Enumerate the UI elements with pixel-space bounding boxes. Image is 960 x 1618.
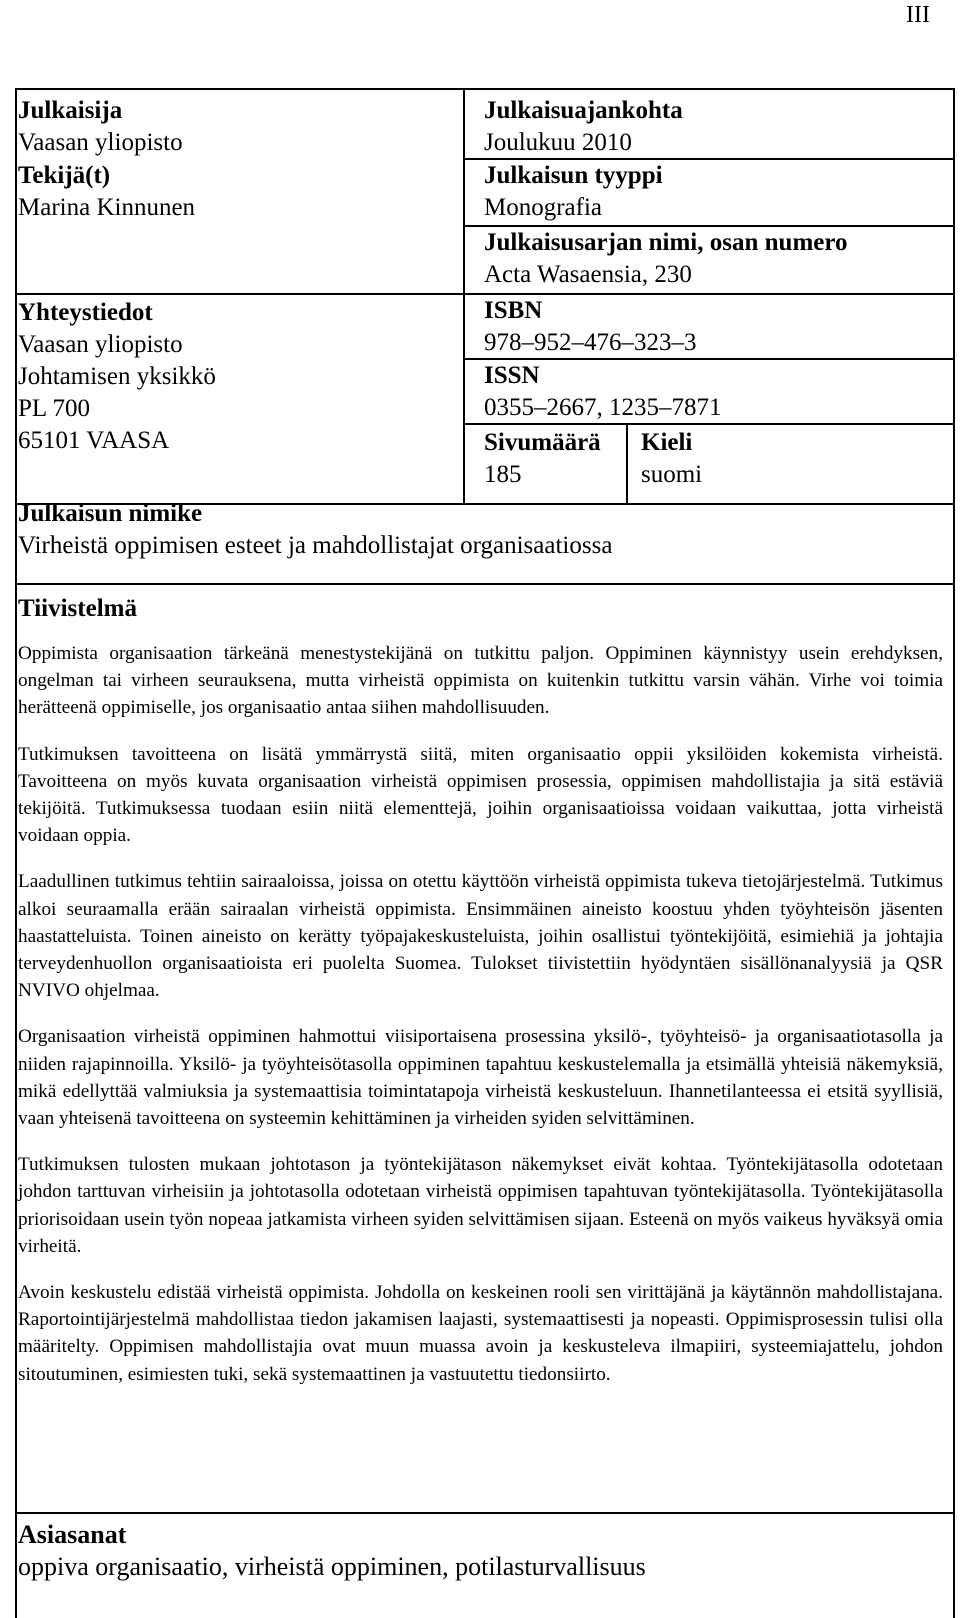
abstract-paragraph: Oppimista organisaation tärkeänä menestystekijänä on tutkittu paljon. Oppiminen käynnistyy usein erehdyksen, ongelman tai virheen seurauksena, mutta virheistä oppimista on kuitenkin tutkittu varsin vähän. Virhe voi toimia herätteenä oppimiselle, jos organisaatio antaa siihen mahdollisuuden.	[18, 643, 943, 719]
abstract-paragraph: Organisaation virheistä oppiminen hahmottui viisiportaisena prosessina yksilö-, työyhteisö- ja organisaatiotasolla ja niiden rajapinnoilla. Yksilö- ja työyhteisötasolla oppiminen tapahtuu keskustelemalla ja etsimällä yhteisiä näkemyksiä, mikä edellyttää valmiuksia ja systemaattisia toimintatapoja virheistä keskusteluun. Ihannetilanteessa ei etsitä syyllisiä, vaan yhteisenä tavoitteena on systeemin kehittäminen ja virheiden syiden selvittäminen.	[18, 1026, 943, 1130]
contact-line: Vaasan yliopisto	[18, 331, 183, 358]
contact-line: 65101 VAASA	[18, 427, 170, 454]
page-number: III	[906, 2, 930, 28]
abstract-label: Tiivistelmä	[18, 595, 137, 622]
right-divider-4	[463, 423, 955, 425]
pages-language-divider	[626, 423, 628, 503]
abstract-paragraph: Tutkimuksen tavoitteena on lisätä ymmärrystä siitä, miten organisaatio oppii yksilöiden kokemista virheistä. Tavoitteena on myös kuvata organisaation virheistä oppimisen prosessia, oppimisen mahdollistajia ja sitä estäviä tekijöitä. Tutkimuksessa tuodaan esiin niitä elementtejä, joihin organisaatioissa voidaan vaikuttaa, jotta virheistä voidaan oppia.	[18, 743, 943, 847]
language-label: Kieli	[641, 429, 693, 456]
frame-right-line	[953, 88, 955, 1618]
column-divider	[463, 88, 465, 503]
divider-keywords	[15, 1512, 955, 1514]
contact-label: Yhteystiedot	[18, 299, 153, 326]
contact-line: PL 700	[18, 395, 90, 422]
abstract-paragraph: Tutkimuksen tulosten mukaan johtotason ja työntekijätason näkemykset eivät kohtaa. Työntekijätasolla odotetaan johdon tarttuvan virheisiin ja johtotasolla odotetaan virheistä oppimisen tapahtuvan työntekijätasolla. Työntekijätasolla priorisoidaan usein työn nopeaa jatkamista virheen syiden selvittämisen sijaan. Esteenä on myös vaikeus hyväksyä omia virheitä.	[18, 1154, 943, 1257]
right-divider-1	[463, 158, 955, 160]
abstract-paragraph: Laadullinen tutkimus tehtiin sairaaloissa, joissa on otettu käyttöön virheistä oppimista tukeva tietojärjestelmä. Tutkimus alkoi seuraamalla erään sairaalan virheistä oppimista. Ensimmäinen aineisto koostuu yhden työyhteisön jäsenten haastatteluista. Toinen aineisto on kerätty työpajakeskusteluista, joihin osallistui työntekijöitä, esimiehiä ja johtajia terveydenhuollon organisaatioista eri puolelta Suomea. Tulokset tiivistettiin hyödyntäen sisällönanalyysiä ja QSR NVIVO ohjelmaa.	[18, 871, 943, 1002]
title-value: Virheistä oppimisen esteet ja mahdollistajat organisaatiossa	[18, 532, 613, 559]
date-label: Julkaisuajankohta	[484, 97, 683, 124]
frame-left-line	[15, 88, 17, 1618]
issn-label: ISSN	[484, 362, 540, 389]
author-value: Marina Kinnunen	[18, 194, 196, 221]
pages-label: Sivumäärä	[484, 429, 601, 456]
issn-value: 0355–2667, 1235–7871	[484, 394, 722, 421]
frame-top-line	[15, 88, 955, 90]
keywords-label: Asiasanat	[18, 1520, 127, 1549]
contact-line: Johtamisen yksikkö	[18, 363, 216, 390]
type-label: Julkaisun tyyppi	[484, 162, 663, 189]
divider-abstract	[15, 583, 955, 585]
isbn-value: 978–952–476–323–3	[484, 329, 697, 356]
series-label: Julkaisusarjan nimi, osan numero	[484, 229, 848, 256]
publisher-value: Vaasan yliopisto	[18, 129, 183, 156]
isbn-label: ISBN	[484, 297, 543, 324]
publisher-label: Julkaisija	[18, 97, 123, 124]
right-divider-2	[463, 225, 955, 227]
date-value: Joulukuu 2010	[484, 129, 632, 156]
right-divider-3	[463, 358, 955, 360]
author-label: Tekijä(t)	[18, 162, 111, 189]
series-value: Acta Wasaensia, 230	[484, 261, 692, 288]
title-label: Julkaisun nimike	[18, 500, 203, 527]
abstract-body	[18, 640, 943, 1407]
type-value: Monografia	[484, 194, 603, 221]
divider-contact	[15, 293, 955, 295]
language-value: suomi	[641, 461, 703, 488]
keywords-value: oppiva organisaatio, virheistä oppiminen, potilasturvallisuus	[18, 1552, 646, 1581]
pages-value: 185	[484, 461, 522, 488]
abstract-paragraph: Avoin keskustelu edistää virheistä oppimista. Johdolla on keskeinen rooli sen virittäjänä ja käytännön mahdollistajana. Raportointijärjestelmä mahdollistaa tiedon jakamisen laajasti, systemaattisesti ja nopeasti. Oppimisprosessin tulisi olla määritelty. Oppimisen mahdollistajia ovat muun muassa avoin ja keskusteleva ilmapiiri, systeemiajattelu, johdon sitoutuminen, esimiesten tuki, sekä systemaattinen ja vastuutettu tiedonsiirto.	[18, 1282, 943, 1385]
